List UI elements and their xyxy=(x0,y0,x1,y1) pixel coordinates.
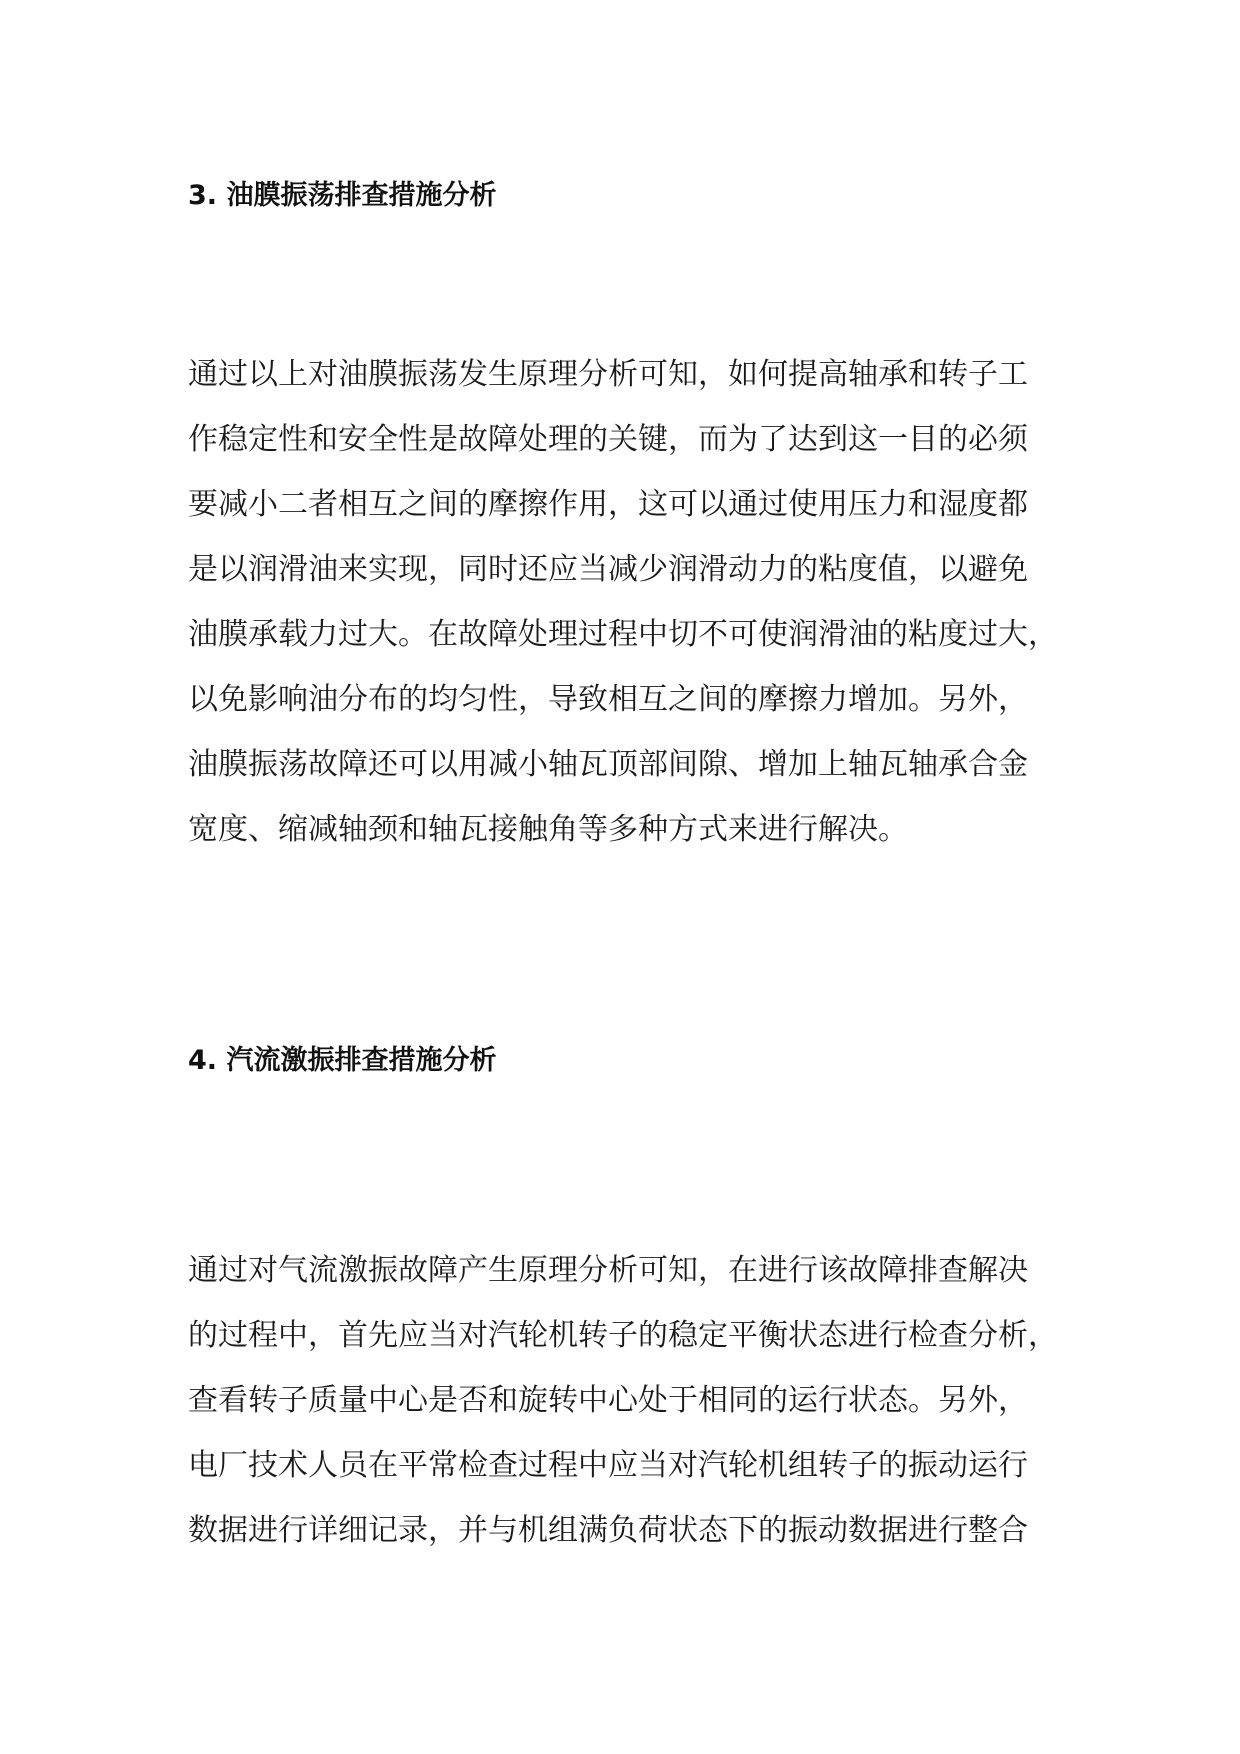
section-4-heading: 4. 汽流激振排查措施分析 xyxy=(188,1045,497,1076)
paragraph-line: 油膜承载力过大。在故障处理过程中切不可使润滑油的粘度过大， xyxy=(188,617,1058,652)
paragraph-line: 数据进行详细记录，并与机组满负荷状态下的振动数据进行整合 xyxy=(188,1513,1028,1548)
paragraph-line: 作稳定性和安全性是故障处理的关键，而为了达到这一目的必须 xyxy=(188,422,1028,457)
section-3-paragraph xyxy=(188,342,1058,862)
paragraph-line: 电厂技术人员在平常检查过程中应当对汽轮机组转子的振动运行 xyxy=(188,1448,1028,1483)
paragraph-line: 以免影响油分布的均匀性，导致相互之间的摩擦力增加。另外， xyxy=(188,682,1028,717)
paragraph-line: 通过以上对油膜振荡发生原理分析可知，如何提高轴承和转子工 xyxy=(188,357,1028,392)
paragraph-line: 要减小二者相互之间的摩擦作用，这可以通过使用压力和湿度都 xyxy=(188,487,1028,522)
paragraph-line: 通过对气流激振故障产生原理分析可知，在进行该故障排查解决 xyxy=(188,1253,1028,1288)
paragraph-line: 油膜振荡故障还可以用减小轴瓦顶部间隙、增加上轴瓦轴承合金 xyxy=(188,747,1028,782)
section-3-heading: 3. 油膜振荡排查措施分析 xyxy=(188,180,497,211)
paragraph-line: 宽度、缩减轴颈和轴瓦接触角等多种方式来进行解决。 xyxy=(188,812,908,847)
paragraph-line: 是以润滑油来实现，同时还应当减少润滑动力的粘度值，以避免 xyxy=(188,552,1028,587)
paragraph-line: 的过程中，首先应当对汽轮机转子的稳定平衡状态进行检查分析， xyxy=(188,1318,1058,1353)
paragraph-line: 查看转子质量中心是否和旋转中心处于相同的运行状态。另外， xyxy=(188,1383,1028,1418)
section-4-paragraph xyxy=(188,1238,1058,1563)
